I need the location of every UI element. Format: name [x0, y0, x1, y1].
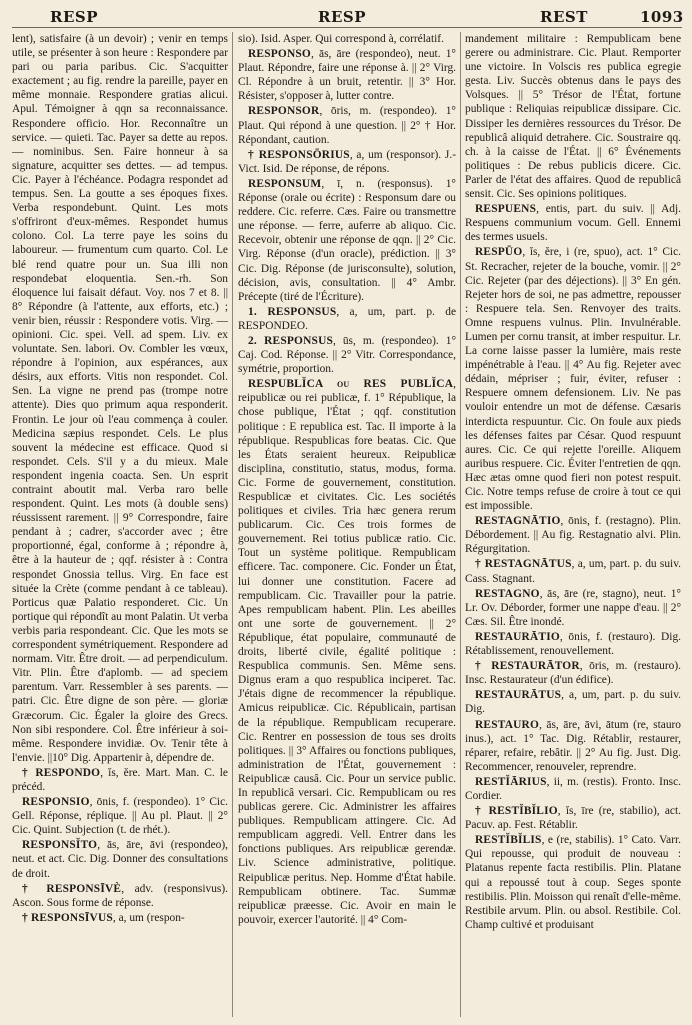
- dictionary-entry: [465, 514, 681, 556]
- entry-lemma: RESPONSĬTO: [22, 839, 98, 852]
- dictionary-entry: [238, 377, 456, 927]
- entry-lemma: RESPONSOR: [248, 105, 320, 118]
- entry-lemma: RESPUBLĬCA ou RES PUBLĬCA: [248, 378, 454, 391]
- running-head-left: RESP: [50, 8, 99, 26]
- entry-lemma: † RESTAURĀTOR: [475, 660, 580, 673]
- entry-definition: , ūs, m. (respondeo). 1° Caj. Cod. Réponse. || 2° Vitr. Correspondance, symétrie, proportion.: [238, 334, 456, 376]
- entry-lemma: † RESPONDO: [22, 766, 101, 779]
- entry-definition: , ōnis, f. (restagno). Plin. Débordement. || Au fig. Restagnatio alvi. Plin. Régurgitation.: [465, 515, 681, 556]
- dictionary-entry: [465, 630, 681, 658]
- entry-definition: , ās, āre (re, stagno), neut. 1° Lr. Ov. Déborder, former une nappe d'eau. || 2° Cæs. Sil. Être inondé.: [465, 587, 681, 628]
- dictionary-entry: [12, 795, 228, 837]
- entry-definition: , ās, āre, āvi, ātum (re, stauro inus.), act. 1° Tac. Dig. Rétablir, restaurer, réparer, refaire, rebâtir. || 2° Au fig. Just. Dig. Recommencer, renouveler, reprendre.: [465, 718, 681, 773]
- entry-definition: , a, um (responsor). J.-Vict. Isid. De réponse, de répons.: [238, 148, 456, 175]
- entry-lemma: † RESTĬBĬLIO: [475, 805, 558, 818]
- column-3: [465, 32, 681, 1019]
- dictionary-entry: [465, 32, 681, 201]
- dictionary-entry: [12, 766, 228, 794]
- dictionary-entry: [465, 202, 681, 244]
- entry-definition: , a, um, part. p. de RESPONDEO.: [238, 305, 456, 332]
- entry-lemma: 1. RESPONSUS: [248, 305, 337, 318]
- dictionary-entry: [12, 32, 228, 765]
- entry-definition: , ōnis, f. (respondeo). 1° Cic. Gell. Réponse, réplique. || Au pl. Plaut. || 2° Cic. Quint. Subjection (t. de rhét.).: [12, 796, 228, 837]
- column-1: [12, 32, 228, 1019]
- entry-lemma: RESPŪO: [475, 246, 523, 259]
- entry-definition: , entis, part. du suiv. || Adj. Respuens communium vocum. Gell. Ennemi des termes usuels.: [465, 203, 681, 244]
- dictionary-entry: [465, 557, 681, 585]
- entry-lemma: † RESPONSĪVUS: [22, 911, 113, 924]
- entry-lemma: RESTAGNĀTIO: [475, 515, 561, 528]
- column-divider: [232, 32, 233, 1017]
- entry-definition: , ĭs, ĕre, i (re, spuo), act. 1° Cic. St. Recracher, rejeter de la bouche, vomir. || 2° Cic. Rejeter (par des déjections). || 3° En gén. Rejeter hors de soi, ne pas admettre, repousser : Respuere tela. Sen. Renvoyer des traits. Omne respuens vulnus. Plin. Invulnérable. Lumen per cornu transit, at imber respuitur. Lr. La corne laisse passer la lumière, mais reste impénétrable à l'eau. || 4° Au fig. Rejeter avec dédain, mépriser ; fuir, éviter, refuser : Respuere omnem defensionem. Liv. Ne pas vouloir entendre un mot de défense. Cæsaris interdicta respuuntur. Cic. On foule aux pieds les défenses faites par César. Quod respuunt aures. Cic. Ce qui rejette l'oreille. Aliquem auribus respuere. Cic. Éviter l'entretien de qqn. Hæc ætas omne quod fieri non potest respuit. Cic. Notre temps refuse de croire à tout ce qui est impossible.: [465, 246, 681, 513]
- entry-definition: , ii, m. (restis). Fronto. Insc. Cordier.: [465, 775, 681, 802]
- entry-definition: , ĭs, ĕre. Mart. Man. C. le précéd.: [12, 766, 228, 793]
- dictionary-entry: [238, 177, 456, 304]
- entry-definition: , ōris, m. (respondeo). 1° Plaut. Qui répond à une question. || 2° † Hor. Répondant, caution.: [238, 105, 456, 146]
- page-number: 1093: [640, 8, 684, 26]
- column-2: [238, 32, 456, 1019]
- dictionary-entry: [465, 659, 681, 687]
- dictionary-entry: [238, 47, 456, 103]
- running-head-right: REST: [540, 8, 588, 26]
- dictionary-entry: [238, 334, 456, 376]
- entry-definition: , ī, n. (responsus). 1° Réponse (orale ou écrite) : Responsum dare ou reddere. Cic. referre. Cæs. Faire ou transmettre une réponse. — ferre, auferre ab aliquo. Cic. Recevoir, obtenir une réponse de qqn. || 2° Cic. Virg. Réponse (d'un oracle), prédiction. || 3° Cic. Dig. Réponse (de jurisconsulte), solution, décision, avis, consultation. || 4° Ambr. Précepte (tiré de l'Écriture).: [238, 177, 456, 303]
- entry-definition: , e (re, stabilis). 1° Cato. Varr. Qui repousse, qui produit de nouveau : Platanus repente facta restibilis. Plin. Platane qui a repoussé tout à coup. Seges sponte restibilis. Plin. Moisson qui renaît d'elle-même. Restibile arvum. Plin. ou absol. Restibile. Col. Champ cultivé et produisant: [465, 834, 681, 931]
- dictionary-entry: [465, 718, 681, 774]
- entry-lemma: 2. RESPONSUS: [248, 334, 334, 347]
- entry-definition: , a, um, part. p. du suiv. Dig.: [465, 689, 681, 716]
- entry-definition: , ās, āre, āvi (respondeo), neut. et act. Cic. Dig. Donner des consultations de droit.: [12, 839, 228, 880]
- entry-definition: , a, um (respon-: [112, 911, 185, 924]
- entry-definition: lent), satisfaire (à un devoir) ; venir en temps utile, se présenter à son heure : Respondere par pari ou paria paribus. Cic. S'acquitter exactement ; au fig. rendre la pareille, payer en même monnaie. Respondere gratias alicui. Apul. Témoigner à qqn sa reconnaissance. Respondere officio. Hor. Reconnaître un service. — quieti. Tac. Payer sa dette au repos. — nominibus. Sen. Faire honneur à sa signature, acquitter ses dettes. — ad tempus. Cic. Payer à l'échéance. Podagra respondet ad tempus. Sen. La goutte a ses époques fixes. Verba respondebunt. Quint. Les mots s'offriront d'eux-mêmes. Respondet humus colono. Col. La terre paye les soins du laboureur. — frumentum cum quarto. Col. Le blé rend quatre pour un. Sua illi non respondebat eloquentia. Sen.-rh. Son éloquence lui faisait défaut. Voy. nos 7 et 8. || 8° Répondre (à l'attente, aux efforts, etc.) ; venir bien, réussir : Respondere votis. Virg. — opinioni. Cic. spei. Vell. ad spem. Liv. ex voluntate. Sen. labori. Ov. Combler les vœux, répondre à l'opinion, aux espérances, aux désirs, aux efforts. Vitis non respondet. Col. Sen. La vigne ne prend pas (trompe notre attente). Dies quo primum aqua responderit. Frontin. Le jour où l'eau commença à couler. Medicina sæpius respondet. Cels. Le plus souvent la médecine est efficace. Quod si respondet. Cels. S'il y a du mieux. Male respondent ingenia coacta. Sen. Un esprit contraint aboutit mal. Verba raro belle respondent. Quint. Les mots (à double sens) réussissent rarement. || 9° Correspondre, faire pendant à ; cadrer, s'accorder avec ; être proportionné, égal, conforme à ; répondre à, être à la hauteur de ; qqf. résister à : Contra respondet Gnossia tellus. Virg. En face est située la Crète (comme pendant à ce tableau). Porticus quæ Palatio responderet. Cic. Un portique qui répondît au mont Palatin. Ut verba verbis paria respondeant. Cic. Que les mots se correspondent symétriquement. Respondere ad normam. Vitr. Être droit. — ad perpendiculum. Vitr. Plin. Être d'aplomb. — ad speciem parentum. Varr. Ressembler à ses parents. — patri. Cic. Être digne de son père. — gloriæ Græcorum. Cic. Égaler la gloire des Grecs. Non sibi respondere. Col. Être inférieur à soi-même. Respondere invidiæ. Ov. Tenir tête à l'envie. ||10° Dig. Appartenir à, dépendre de.: [12, 33, 228, 764]
- entry-definition: , ōnis, f. (restauro). Dig. Rétablissement, renouvellement.: [465, 630, 681, 658]
- dictionary-entry: [12, 838, 228, 880]
- entry-definition: , ĭs, īre (re, stabilio), act. Pacuv. ap. Fest. Rétablir.: [465, 805, 681, 832]
- dictionary-entry: [238, 305, 456, 333]
- dictionary-entry: [238, 104, 456, 146]
- dictionary-entry: [465, 688, 681, 716]
- entry-lemma: RESTAGNO: [475, 587, 540, 600]
- dictionary-entry: [238, 32, 456, 46]
- dictionary-entry: [465, 245, 681, 513]
- dictionary-entry: [12, 911, 228, 925]
- entry-lemma: RESTAURO: [475, 718, 540, 731]
- entry-definition: , adv. (responsivus). Ascon. Sous forme de réponse.: [12, 882, 228, 909]
- entry-definition: , ās, āre (respondeo), neut. 1° Plaut. Répondre, faire une réponse à. || 2° Virg. Cl. Répondre à un bruit, retentir. || 3° Hor. Résister, s'opposer à, lutter contre.: [238, 48, 456, 103]
- dictionary-entry: [465, 804, 681, 832]
- entry-lemma: RESPONSO: [248, 48, 311, 61]
- entry-definition: mandement militaire : Rempublicam bene gerere ou administrare. Cic. Plaut. Remporter une victoire. In Volscis res publica egregie gesta. Liv. Succès obtenus dans le pays des Volsques. || 5° Trésor de l'État, fortune publique : Reliquias reipublicæ dissipare. Cic. Dissiper les dernières ressources du Trésor. De republicâ aliquid detrahere. Cic. Soustraire qq. ch. à la caisse de l'État. || 6° Événements politiques : De rebus publicis dicere. Cic. Parler de l'état des affaires. Quod de republicâ sensit. Cic. Ses opinions politiques.: [465, 33, 681, 201]
- entry-lemma: † RESTAGNĀTUS: [475, 558, 572, 571]
- entry-definition: , ōris, m. (restauro). Insc. Restaurateur (d'un édifice).: [465, 660, 681, 687]
- entry-lemma: RESTAURĀTIO: [475, 630, 560, 643]
- dictionary-entry: [12, 882, 228, 910]
- entry-lemma: RESTĬBĬLIS: [475, 834, 542, 847]
- dictionary-entry: [238, 148, 456, 176]
- dictionary-entry: [465, 587, 681, 629]
- column-divider: [460, 32, 461, 1017]
- running-head-center: RESP: [318, 8, 367, 26]
- entry-definition: sio). Isid. Asper. Qui correspond à, corrélatif.: [238, 33, 444, 45]
- entry-lemma: † RESPONSĪVÈ: [22, 882, 122, 895]
- entry-lemma: † RESPONSŌRIUS: [248, 148, 350, 161]
- entry-definition: , a, um, part. p. du suiv. Cass. Stagnant.: [465, 558, 681, 585]
- dictionary-entry: [465, 775, 681, 803]
- entry-lemma: RESPONSUM: [248, 177, 322, 190]
- entry-lemma: RESTAURĀTUS: [475, 689, 562, 702]
- dictionary-entry: [465, 833, 681, 932]
- entry-lemma: RESPONSIO: [22, 796, 90, 809]
- header-rule: [12, 27, 682, 28]
- entry-lemma: RESPUENS: [475, 203, 537, 216]
- entry-lemma: RESTĬĀRIUS: [475, 775, 547, 788]
- entry-definition: , reipublicæ ou rei publicæ, f. 1° République, la chose publique, l'État ; qqf. constitution politique : E republica est. Tac. Il importe à la république. Respublicas fore beatas. Cic. Que les États seraient heureux. Reipublicæ disciplina, constitutio, status, modus, forma. Cic. Forme de gouvernement, constitution. Respublicæ et civitates. Cic. Les sociétés politiques et civiles. Tria hæc genera rerum publicarum. Cic. Ces trois formes de gouvernement. Rei totius publicæ ratio. Cic. Tout un système politique. Rempublicam efficere. Tac. componere. Cic. Fonder un État, lui donner une constitution. Facere ad rempublicam. Cic. Travailler pour la patrie. Apes rempublicam habent. Plin. Les abeilles ont une sorte de gouvernement. || 2° République, état populaire, communauté de droits, liberté civile, égalité politique : Respublica communis. Sen. Même sens. Dignus eram a quo respublica inciperet. Tac. J'étais digne de recommencer la république. Amicus reipublicæ. Cic. Républicain, partisan de la république. Rempublicam recuperare. Cic. Rentrer en possession de tous ses droits politiques. || 3° Affaires ou fonctions publiques, administration de l'État, gouvernement : Reipublicæ causâ. Cic. Pour un service public. In republicâ versari. Cic. Rempublicam ou res publicas gerere. Cic. Administrer les affaires publiques. Rempublicam attingere. Cic. Ad rempublicam aggredi. Vell. Entrer dans les fonctions publiques. Ars reipublicæ gerendæ. Liv. Science administrative, politique. Reipublicæ peritus. Nep. Homme d'État habile. Rempublicam obtinere. Tac. Summæ reipublicæ præesse. Cic. Avoir en main le pouvoir, exercer l'autorité. || 4° Com-: [238, 378, 456, 926]
